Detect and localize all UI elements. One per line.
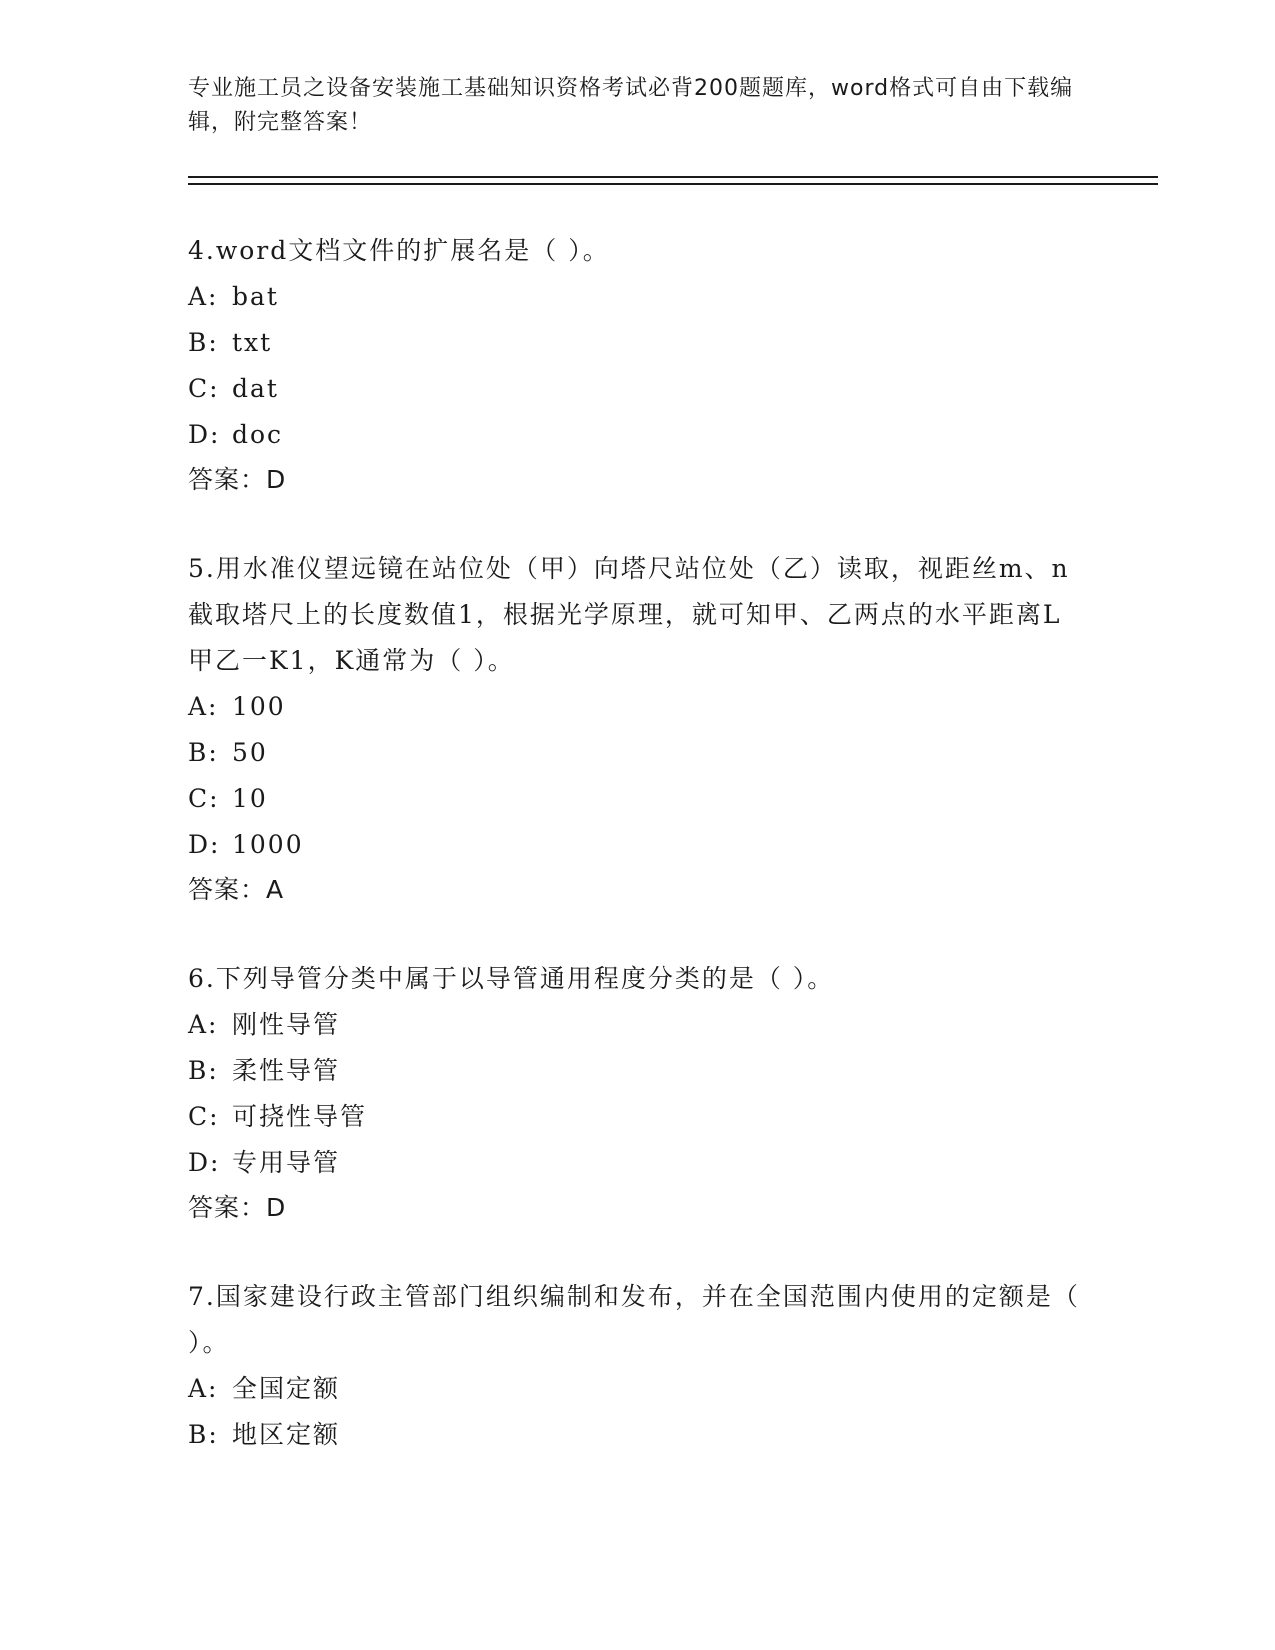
option-d <box>188 1140 1088 1186</box>
option-b <box>188 1412 1088 1458</box>
option-text: 全国定额 <box>232 1374 341 1403</box>
option-key: A: <box>188 1374 219 1403</box>
question-6 <box>188 956 1088 1230</box>
question-stem: 5.用水准仪望远镜在站位处（甲）向塔尺站位处（乙）读取，视距丝m、n截取塔尺上的长度数值1，根据光学原理，就可知甲、乙两点的水平距离L甲乙一K1，K通常为（ ）。 <box>188 554 1070 675</box>
option-a <box>188 1366 1088 1412</box>
option-text: 地区定额 <box>232 1420 341 1449</box>
question-5 <box>188 546 1088 912</box>
option-b <box>188 320 1088 366</box>
option-key: A: <box>188 692 219 721</box>
answer: 答案：D <box>188 1193 287 1222</box>
option-b <box>188 730 1088 776</box>
option-text: dat <box>232 374 279 403</box>
option-key: B: <box>188 1420 219 1449</box>
option-key: C: <box>188 374 220 403</box>
option-text: 1000 <box>232 830 304 859</box>
header-divider-bottom <box>188 183 1158 185</box>
option-key: C: <box>188 784 220 813</box>
option-a <box>188 1002 1088 1048</box>
option-text: txt <box>232 328 273 357</box>
option-b <box>188 1048 1088 1094</box>
question-stem: 4.word文档文件的扩展名是（ ）。 <box>188 236 610 265</box>
option-key: D: <box>188 830 221 859</box>
option-key: A: <box>188 1010 219 1039</box>
option-key: B: <box>188 1056 219 1085</box>
option-c <box>188 366 1088 412</box>
header-divider-top <box>188 176 1158 178</box>
option-key: C: <box>188 1102 220 1131</box>
answer: 答案：D <box>188 465 287 494</box>
question-stem: 6.下列导管分类中属于以导管通用程度分类的是（ ）。 <box>188 964 835 993</box>
answer: 答案：A <box>188 875 285 904</box>
option-text: 100 <box>232 692 286 721</box>
question-4 <box>188 228 1088 502</box>
option-a <box>188 684 1088 730</box>
option-text: 柔性导管 <box>232 1056 341 1085</box>
option-key: B: <box>188 738 219 767</box>
option-a <box>188 274 1088 320</box>
option-text: 50 <box>232 738 268 767</box>
option-d <box>188 822 1088 868</box>
option-text: 专用导管 <box>232 1148 341 1177</box>
option-key: B: <box>188 328 219 357</box>
option-d <box>188 412 1088 458</box>
option-text: 刚性导管 <box>232 1010 341 1039</box>
option-text: 可挠性导管 <box>232 1102 368 1131</box>
question-7 <box>188 1274 1088 1458</box>
option-text: 10 <box>232 784 268 813</box>
option-key: D: <box>188 420 221 449</box>
question-stem: 7.国家建设行政主管部门组织编制和发布，并在全国范围内使用的定额是（ ）。 <box>188 1282 1080 1357</box>
document-header: 专业施工员之设备安装施工基础知识资格考试必背200题题库，word格式可自由下载编辑，附完整答案！ <box>188 76 1074 135</box>
option-text: doc <box>232 420 284 449</box>
option-c <box>188 1094 1088 1140</box>
option-key: A: <box>188 282 219 311</box>
option-c <box>188 776 1088 822</box>
option-key: D: <box>188 1148 221 1177</box>
option-text: bat <box>232 282 279 311</box>
